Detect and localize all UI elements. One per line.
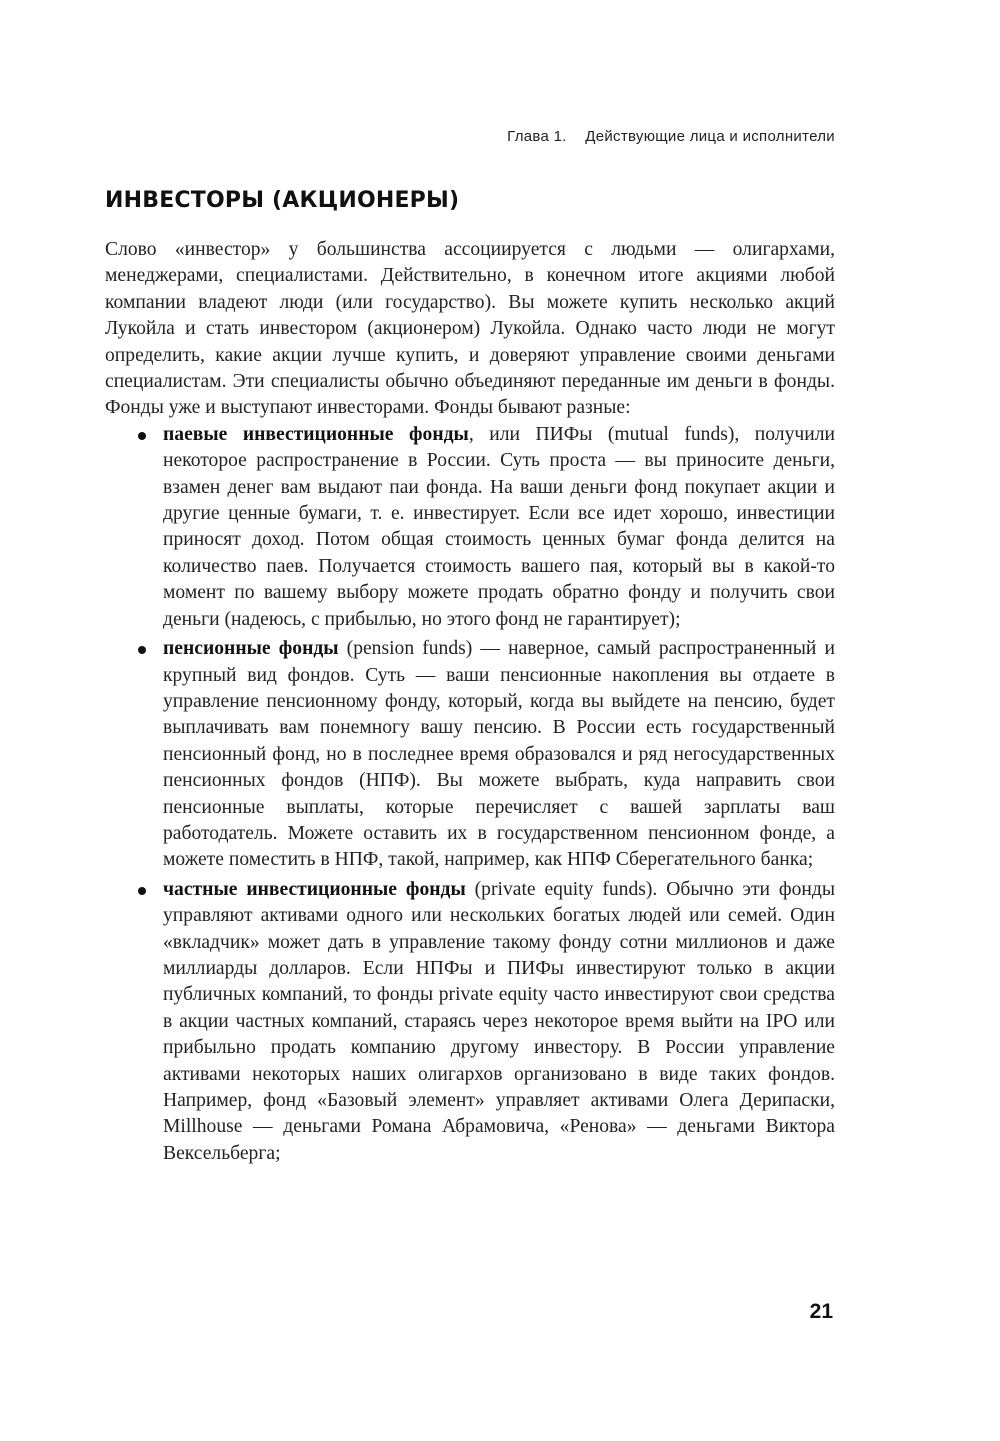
term-pension-funds: пенсионные фонды xyxy=(163,638,339,660)
body-text xyxy=(105,237,835,1170)
bullet-icon xyxy=(138,432,146,440)
text-pension-funds: (pension funds) — наверное, самый распространенный и крупный вид фондов. Суть — ваши пенсионные накопления вы отдаете в управление пенсионному фонду, который, когда вы выйдете на пенсию, будет выплачивать вам понемногу вашу пенсию. В России есть государственный пенсионный фонд, но в последнее время образовался и ряд негосударственных пенсионных фондов (НПФ). Вы можете выбрать, куда направить свои пенсионные выплаты, которые перечисляет с вашей зарплаты ваш работодатель. Можете оставить их в государственном пенсионном фонде, а можете поместить в НПФ, такой, например, как НПФ Сберегательного банка; xyxy=(163,638,835,871)
bullet-icon xyxy=(138,646,146,654)
chapter-number: Глава 1. xyxy=(507,128,567,145)
term-private-equity: частные инвестиционные фонды xyxy=(163,878,466,900)
bullet-icon xyxy=(138,887,146,895)
page-number: 21 xyxy=(809,1300,833,1323)
text-private-equity: (private equity funds). Обычно эти фонды управляют активами одного или нескольких богатых людей или семей. Один «вкладчик» может дать в управление такому фонду сотни миллионов и даже миллиарды долларов. Если НПФы и ПИФы инвестируют только в акции публичных компаний, то фонды private equity часто инвестируют свои средства в акции частных компаний, стараясь через некоторое время выйти на IPO или прибыльно продать компанию другому инвестору. В России управление активами некоторых наших олигархов организовано в виде таких фондов. Например, фонд «Базовый элемент» управляет активами Олега Дерипаски, Millhouse — деньгами Романа Абрамовича, «Ренова» — деньгами Виктора Вексельберга; xyxy=(163,878,835,1164)
list-item-pension-funds xyxy=(105,636,835,874)
section-title: ИНВЕСТОРЫ (АКЦИОНЕРЫ) xyxy=(105,188,460,213)
text-mutual-funds: , или ПИФы (mutual funds), получили некоторое распространение в России. Суть проста — вы приносите деньги, взамен денег вам выдают паи фонда. На ваши деньги фонд покупает акции и другие ценные бумаги, т. е. инвестирует. Если все идет хорошо, инвестиции приносят доход. Потом общая стоимость ценных бумаг фонда делится на количество паев. Получается стоимость вашего пая, который вы в какой-то момент по вашему выбору можете продать обратно фонду и получить свои деньги (надеюсь, с прибылью, но этого фонд не гарантирует); xyxy=(163,423,835,630)
fund-types-list xyxy=(105,422,835,1167)
term-mutual-funds: паевые инвестиционные фонды xyxy=(163,423,469,445)
chapter-title: Действующие лица и исполнители xyxy=(585,128,835,145)
running-header xyxy=(507,128,835,145)
list-item-mutual-funds xyxy=(105,422,835,633)
intro-paragraph: Слово «инвестор» у большинства ассоциируется с людьми — олигархами, менеджерами, специалистами. Действительно, в конечном итоге акциями любой компании владеют люди (или государство). Вы можете купить несколько акций Лукойла и стать инвестором (акционером) Лукойла. Однако часто люди не могут определить, какие акции лучше купить, и доверяют управление своими деньгами специалистам. Эти специалисты обычно объединяют переданные им деньги в фонды. Фонды уже и выступают инвесторами. Фонды бывают разные: xyxy=(105,239,835,419)
list-item-private-equity xyxy=(105,877,835,1167)
